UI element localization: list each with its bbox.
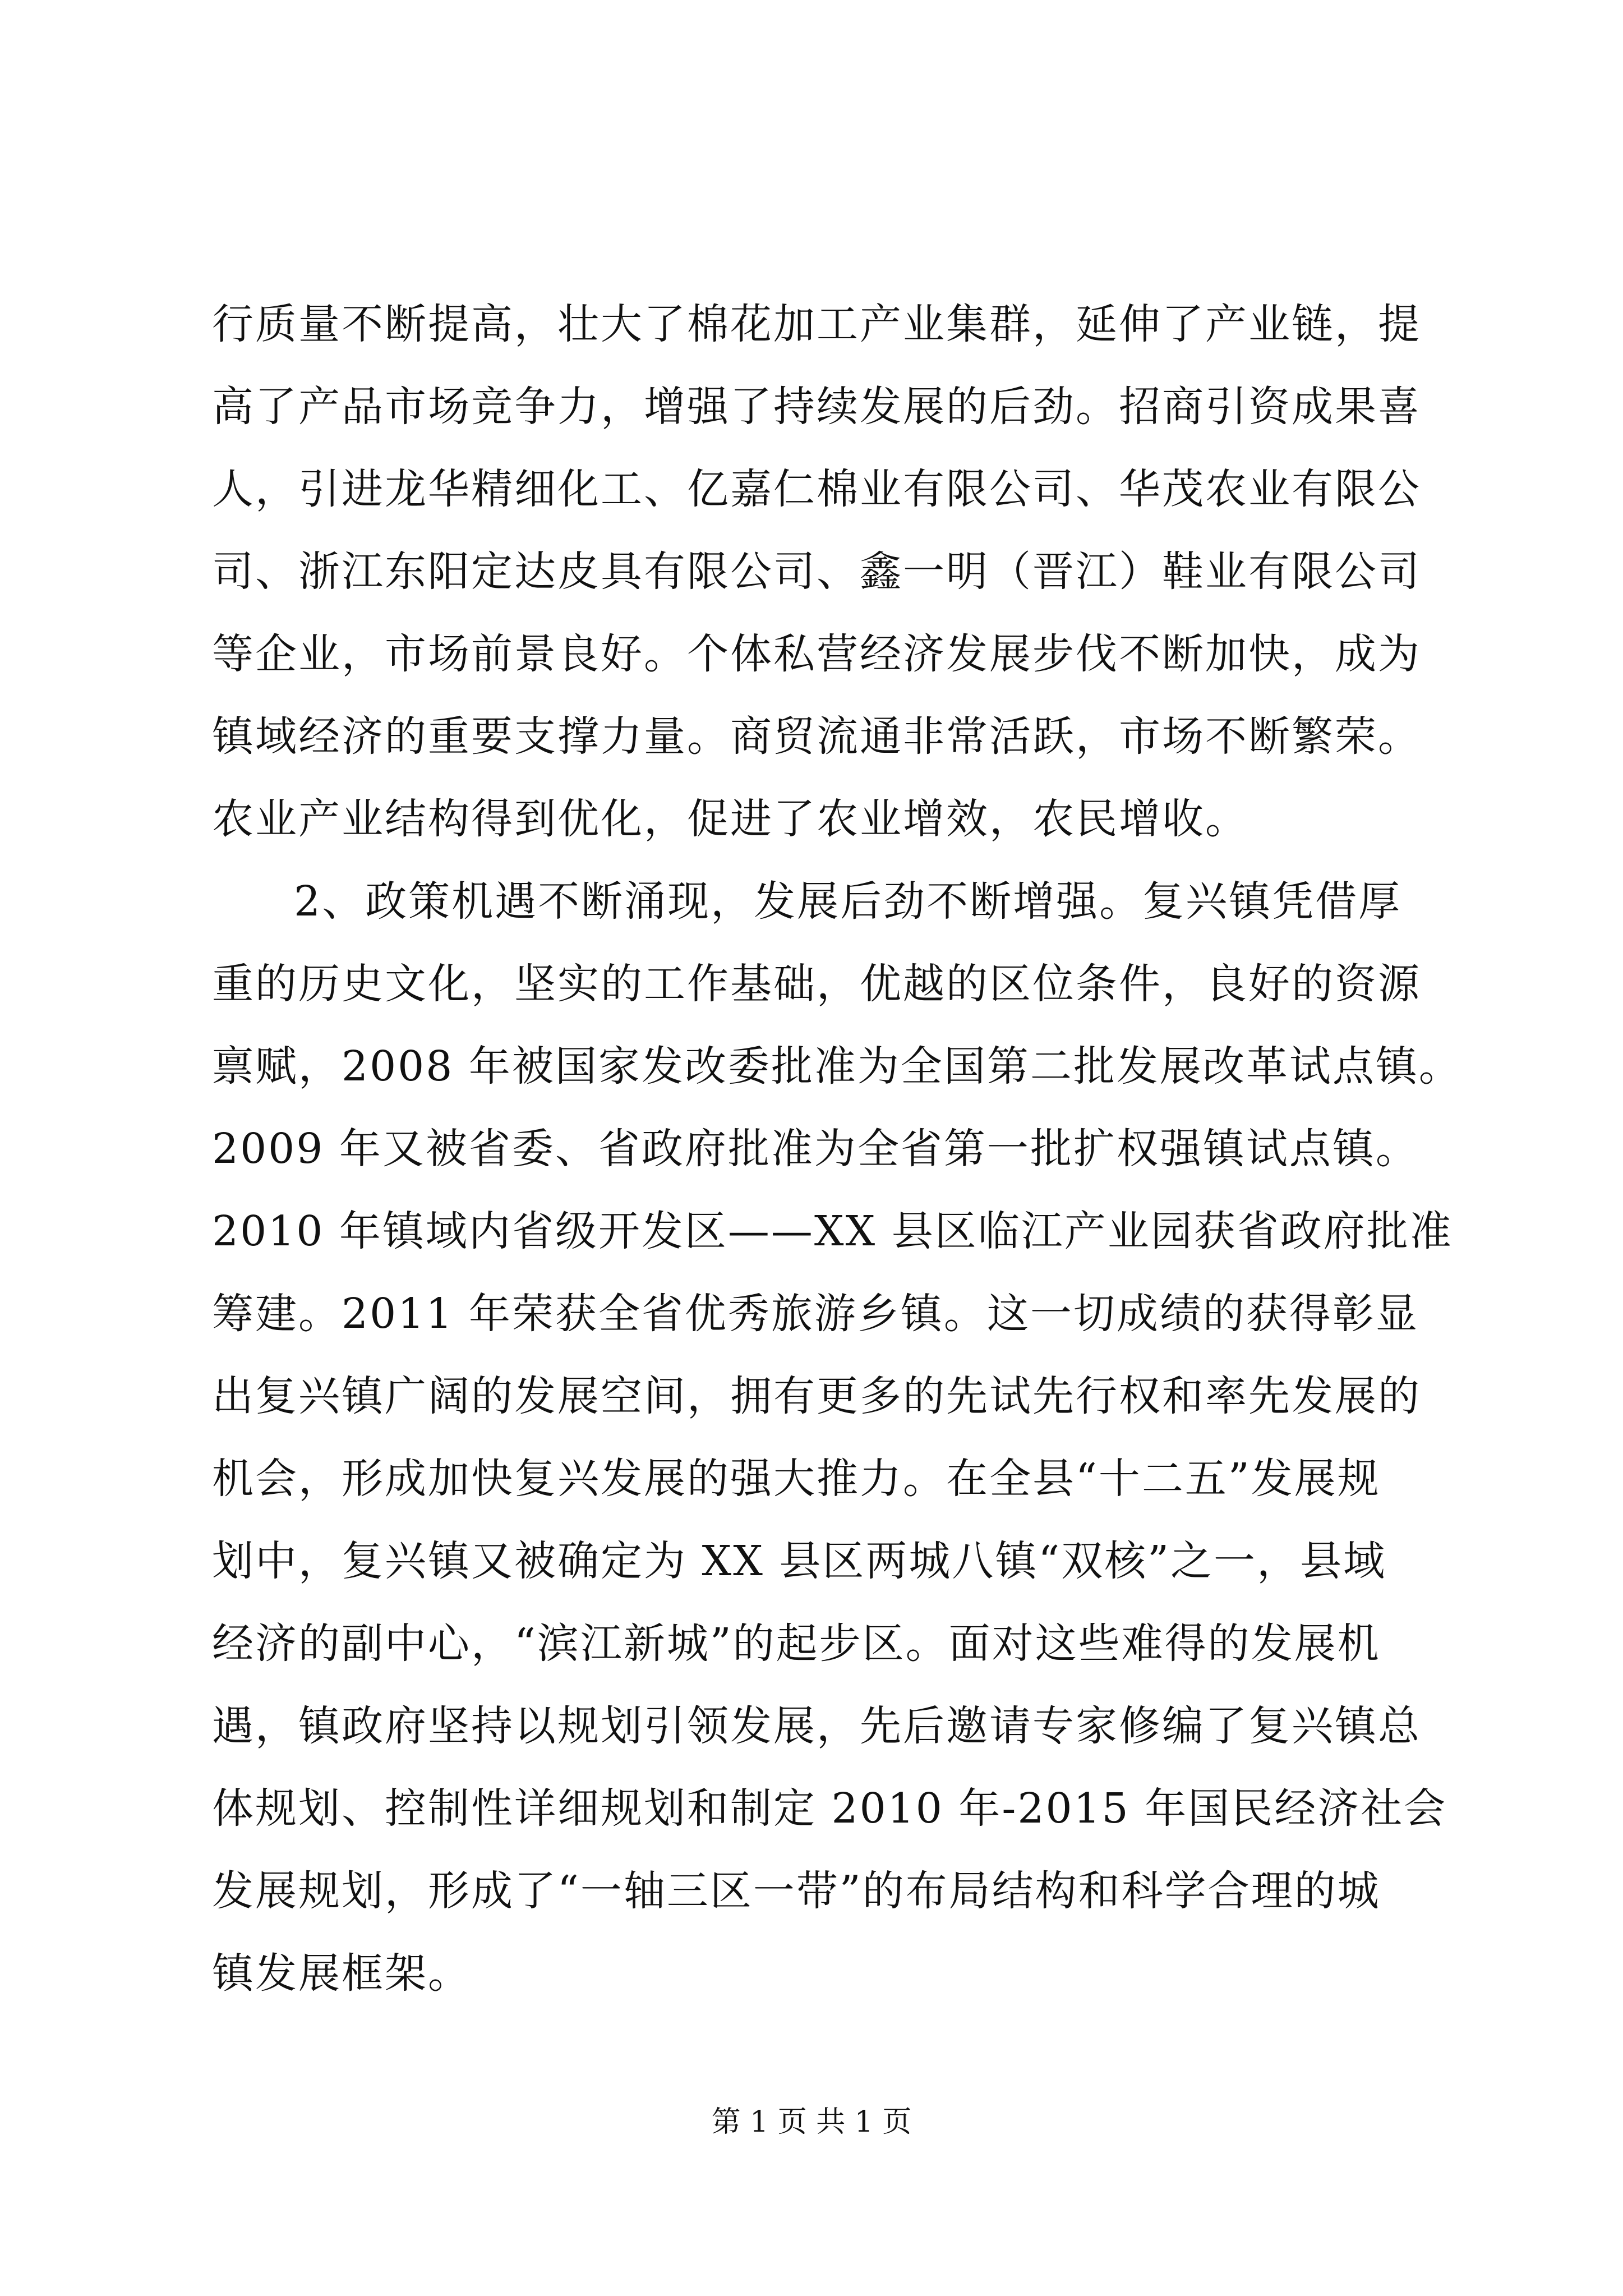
text-line: 人，引进龙华精细化工、亿嘉仁棉业有限公司、华茂农业有限公 xyxy=(212,465,1421,513)
text-line: 重的历史文化，坚实的工作基础，优越的区位条件，良好的资源 xyxy=(212,960,1421,1008)
text-line: 农业产业结构得到优化，促进了农业增效，农民增收。 xyxy=(212,795,1248,843)
text-line: 行质量不断提高，壮大了棉花加工产业集群，延伸了产业链，提 xyxy=(212,300,1421,348)
text-line: 高了产品市场竞争力，增强了持续发展的后劲。招商引资成果喜 xyxy=(212,383,1421,431)
text-line: 司、浙江东阳定达皮具有限公司、鑫一明（晋江）鞋业有限公司 xyxy=(212,547,1421,596)
text-line: 2010 年镇域内省级开发区——XX 县区临江产业园获省政府批准 xyxy=(212,1207,1453,1255)
paragraph-start-line: 2、政策机遇不断涌现，发展后劲不断增强。复兴镇凭借厚 xyxy=(294,877,1402,926)
text-line: 镇域经济的重要支撑力量。商贸流通非常活跃，市场不断繁荣。 xyxy=(212,712,1421,761)
text-line: 等企业，市场前景良好。个体私营经济发展步伐不断加快，成为 xyxy=(212,630,1421,678)
text-line: 2009 年又被省委、省政府批准为全省第一批扩权强镇试点镇。 xyxy=(212,1125,1419,1173)
text-line: 镇发展框架。 xyxy=(212,1949,471,1998)
text-line: 发展规划，形成了“一轴三区一带”的布局结构和科学合理的城 xyxy=(212,1867,1381,1915)
text-line: 筹建。2011 年荣获全省优秀旅游乡镇。这一切成绩的获得彰显 xyxy=(212,1290,1419,1338)
text-line: 禀赋，2008 年被国家发改委批准为全国第二批发展改革试点镇。 xyxy=(212,1042,1462,1091)
text-line: 经济的副中心，“滨江新城”的起步区。面对这些难得的发展机 xyxy=(212,1619,1381,1668)
text-line: 出复兴镇广阔的发展空间，拥有更多的先试先行权和率先发展的 xyxy=(212,1372,1421,1420)
text-line: 机会，形成加快复兴发展的强大推力。在全县“十二五”发展规 xyxy=(212,1455,1381,1503)
body-text xyxy=(212,300,1462,2039)
text-line: 体规划、控制性详细规划和制定 2010 年-2015 年国民经济社会 xyxy=(212,1784,1447,1833)
page-footer: 第 1 页 共 1 页 xyxy=(711,2105,912,2139)
text-line: 遇，镇政府坚持以规划引领发展，先后邀请专家修编了复兴镇总 xyxy=(212,1702,1421,1750)
text-line: 划中，复兴镇又被确定为 XX 县区两城八镇“双核”之一，县域 xyxy=(212,1537,1387,1585)
